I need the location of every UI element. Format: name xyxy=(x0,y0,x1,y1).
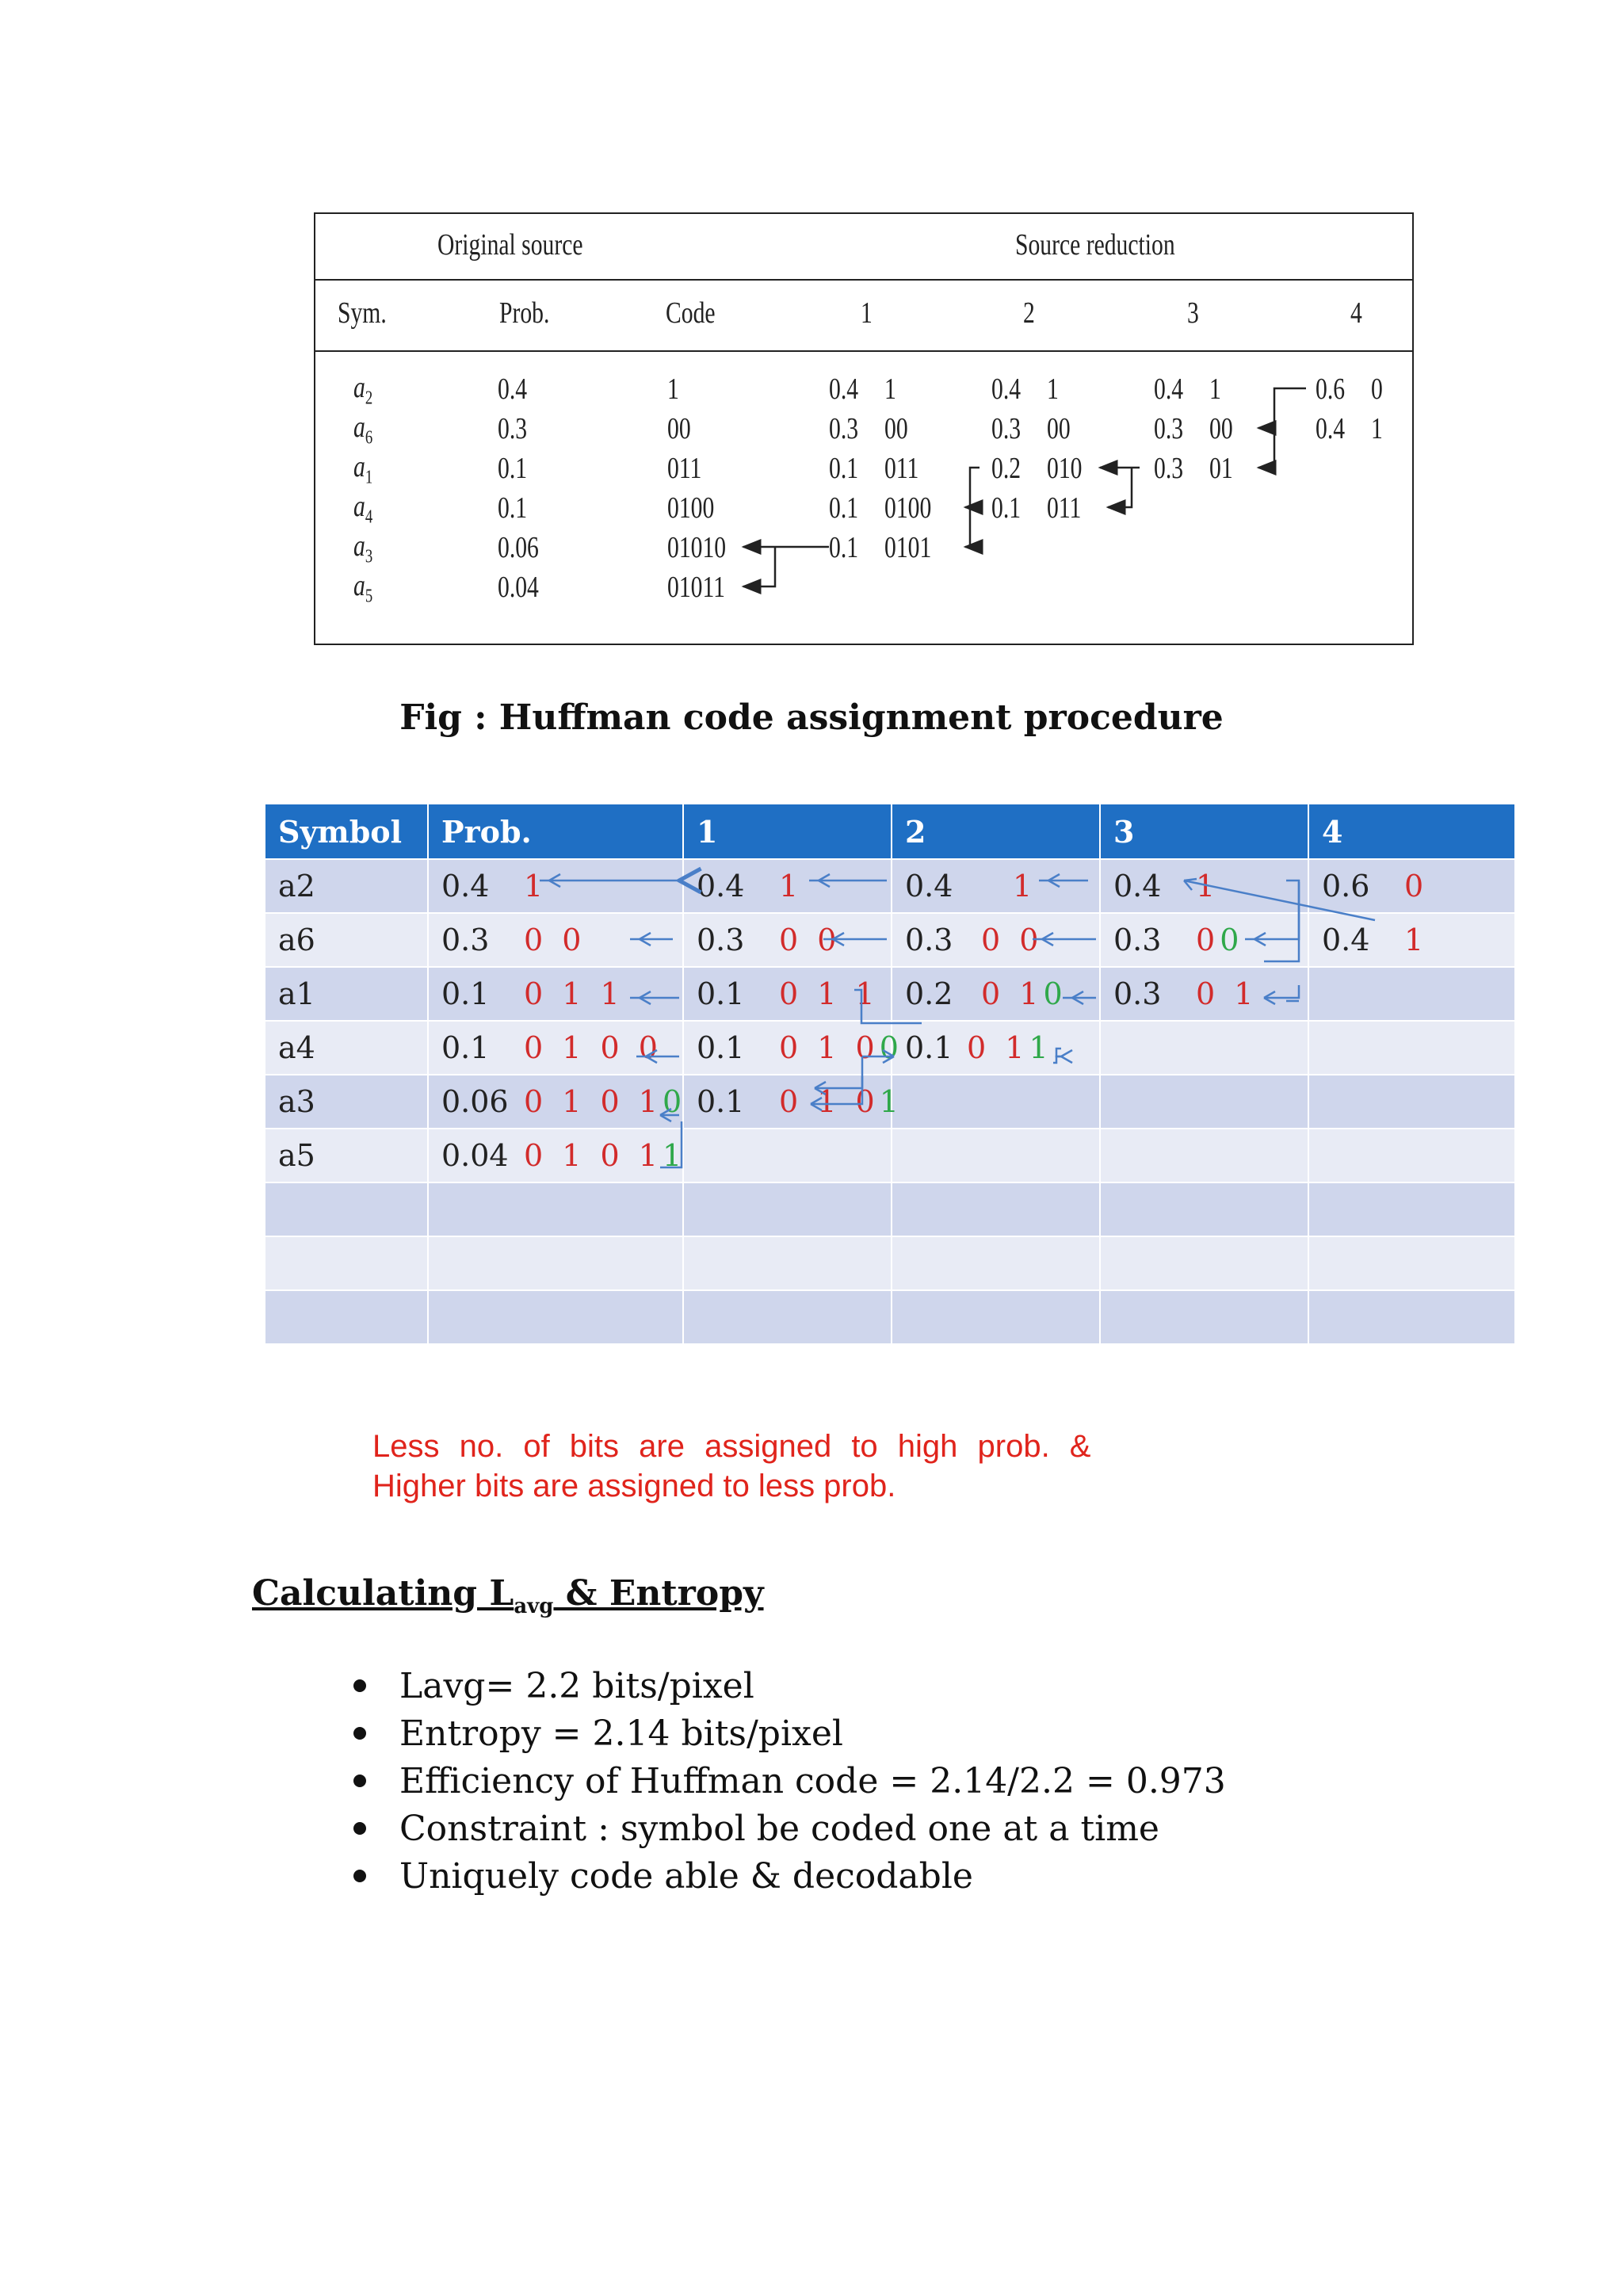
empty-cell xyxy=(428,1290,683,1344)
header-original-source: Original source xyxy=(437,228,583,262)
r2-code: 00 xyxy=(1047,412,1071,445)
bullet-list xyxy=(355,1663,1226,1901)
huffman-figure-table xyxy=(264,803,1514,1364)
r1-cell: 0.3 0 0 xyxy=(683,913,892,967)
r4-cell: 0.4 1 xyxy=(1308,913,1515,967)
sym-cell: a4 xyxy=(265,1021,428,1075)
r3-code: 01 xyxy=(1209,452,1233,485)
r4-cell xyxy=(1308,1075,1515,1129)
r2-prob: 0.3 xyxy=(991,412,1022,445)
bullet-icon xyxy=(353,1870,366,1882)
table-row xyxy=(265,1236,1515,1290)
r1-code: 0101 xyxy=(884,531,932,564)
sym-row: $a_4$ xyxy=(353,490,373,528)
empty-cell xyxy=(1308,1290,1515,1344)
bullet-icon xyxy=(353,1727,366,1740)
table-row xyxy=(265,1290,1515,1344)
table-row xyxy=(265,967,1515,1021)
r1-code: 0100 xyxy=(884,491,932,525)
prob-cell: 0.1 0 1 0 0 xyxy=(428,1021,683,1075)
col-code: Code xyxy=(666,296,716,330)
prob-cell: 0.3 xyxy=(498,412,528,445)
list-item: Efficiency of Huffman code = 2.14/2.2 = 0.973 xyxy=(355,1758,1226,1805)
code-cell: 0100 xyxy=(667,491,715,525)
r3-cell xyxy=(1100,1075,1308,1129)
section-title: Calculating $L_{avg}$ & Entropy xyxy=(252,1573,764,1618)
code-cell: 00 xyxy=(667,412,691,445)
r1-code: 011 xyxy=(884,452,919,485)
bullet-icon xyxy=(353,1775,366,1787)
list-item: Uniquely code able & decodable xyxy=(355,1853,1226,1901)
r4-prob: 0.6 xyxy=(1316,372,1346,406)
bullet-icon xyxy=(353,1822,366,1835)
th-prob: Prob. xyxy=(428,804,683,859)
r3-prob: 0.3 xyxy=(1154,412,1184,445)
list-item: Entropy = 2.14 bits/pixel xyxy=(355,1710,1226,1758)
r4-cell xyxy=(1308,1021,1515,1075)
table-row xyxy=(265,1021,1515,1075)
sym-row: $a_1$ xyxy=(353,450,373,488)
red-note xyxy=(372,1427,1091,1506)
table-header-row xyxy=(265,804,1515,859)
r2-prob: 0.4 xyxy=(991,372,1022,406)
huffman-table xyxy=(264,803,1516,1345)
r1-prob: 0.4 xyxy=(829,372,859,406)
table-row xyxy=(265,1182,1515,1236)
r1-cell: 0.1 0 1 00 xyxy=(683,1021,892,1075)
empty-cell xyxy=(1308,1236,1515,1290)
r2-cell: 0.2 0 10 xyxy=(892,967,1100,1021)
empty-cell xyxy=(892,1290,1100,1344)
r3-cell: 0.3 00 xyxy=(1100,913,1308,967)
table-row xyxy=(265,913,1515,967)
empty-cell xyxy=(1100,1182,1308,1236)
r1-cell: 0.1 0 1 01 xyxy=(683,1075,892,1129)
prob-cell: 0.04 xyxy=(498,571,539,604)
r2-prob: 0.1 xyxy=(991,491,1022,525)
r1-cell xyxy=(683,1129,892,1182)
r3-prob: 0.4 xyxy=(1154,372,1184,406)
r3-code: 00 xyxy=(1209,412,1233,445)
prob-cell: 0.4 xyxy=(498,372,528,406)
prob-cell: 0.4 1 xyxy=(428,859,683,913)
code-cell: 1 xyxy=(667,372,679,406)
r3-cell xyxy=(1100,1129,1308,1182)
r3-cell xyxy=(1100,1021,1308,1075)
sym-row: $a_2$ xyxy=(353,371,373,409)
r2-code: 1 xyxy=(1047,372,1059,406)
r1-prob: 0.3 xyxy=(829,412,859,445)
table-row xyxy=(265,859,1515,913)
col-prob: Prob. xyxy=(499,296,550,330)
col-reduction-4: 4 xyxy=(1350,296,1362,330)
prob-cell: 0.06 xyxy=(498,531,539,564)
r2-code: 010 xyxy=(1047,452,1083,485)
sym-cell: a6 xyxy=(265,913,428,967)
empty-cell xyxy=(683,1236,892,1290)
figure-caption: Fig : Huffman code assignment procedure xyxy=(399,697,1224,738)
r2-cell xyxy=(892,1075,1100,1129)
empty-cell xyxy=(683,1182,892,1236)
r2-code: 011 xyxy=(1047,491,1082,525)
r1-code: 1 xyxy=(884,372,896,406)
th-r2: 2 xyxy=(892,804,1100,859)
col-sym: Sym. xyxy=(338,296,387,330)
note-line-1: Less no. of bits are assigned to high prob. & xyxy=(372,1429,1091,1464)
header-source-reduction: Source reduction xyxy=(1015,228,1175,262)
r3-code: 1 xyxy=(1209,372,1221,406)
sym-cell: a1 xyxy=(265,967,428,1021)
sym-row: $a_3$ xyxy=(353,529,373,567)
r2-cell: 0.3 0 0 xyxy=(892,913,1100,967)
empty-cell xyxy=(1100,1290,1308,1344)
r1-prob: 0.1 xyxy=(829,531,859,564)
r4-cell xyxy=(1308,967,1515,1021)
empty-cell xyxy=(1100,1236,1308,1290)
empty-cell xyxy=(892,1182,1100,1236)
r4-code: 0 xyxy=(1371,372,1383,406)
sym-row: $a_5$ xyxy=(353,569,373,607)
table-row xyxy=(265,1129,1515,1182)
sym-row: $a_6$ xyxy=(353,411,373,449)
empty-cell xyxy=(892,1236,1100,1290)
code-cell: 011 xyxy=(667,452,702,485)
prob-cell: 0.04 0 1 0 11 xyxy=(428,1129,683,1182)
list-item: Lavg= 2.2 bits/pixel xyxy=(355,1663,1226,1710)
r3-cell: 0.3 0 1 xyxy=(1100,967,1308,1021)
empty-cell xyxy=(428,1236,683,1290)
code-cell: 01011 xyxy=(667,571,726,604)
prob-cell: 0.1 xyxy=(498,491,528,525)
r3-prob: 0.3 xyxy=(1154,452,1184,485)
r2-cell: 0.4 1 xyxy=(892,859,1100,913)
sym-cell: a2 xyxy=(265,859,428,913)
sym-cell: a3 xyxy=(265,1075,428,1129)
bullet-icon xyxy=(353,1679,366,1692)
empty-cell xyxy=(428,1182,683,1236)
empty-cell xyxy=(265,1290,428,1344)
r4-cell: 0.6 0 xyxy=(1308,859,1515,913)
prob-cell: 0.3 0 0 xyxy=(428,913,683,967)
r1-cell: 0.1 0 1 1 xyxy=(683,967,892,1021)
list-item: Constraint : symbol be coded one at a time xyxy=(355,1805,1226,1853)
r2-prob: 0.2 xyxy=(991,452,1022,485)
empty-cell xyxy=(265,1182,428,1236)
th-symbol: Symbol xyxy=(265,804,428,859)
r2-cell: 0.1 0 11 xyxy=(892,1021,1100,1075)
r4-code: 1 xyxy=(1371,412,1383,445)
th-r4: 4 xyxy=(1308,804,1515,859)
col-reduction-2: 2 xyxy=(1023,296,1035,330)
r1-prob: 0.1 xyxy=(829,452,859,485)
r1-prob: 0.1 xyxy=(829,491,859,525)
empty-cell xyxy=(1308,1182,1515,1236)
r1-cell: 0.4 1 xyxy=(683,859,892,913)
empty-cell xyxy=(683,1290,892,1344)
col-reduction-3: 3 xyxy=(1187,296,1199,330)
r4-prob: 0.4 xyxy=(1316,412,1346,445)
prob-cell: 0.06 0 1 0 10 xyxy=(428,1075,683,1129)
r4-cell xyxy=(1308,1129,1515,1182)
table-row xyxy=(265,1075,1515,1129)
note-line-2: Higher bits are assigned to less prob. xyxy=(372,1469,896,1503)
r3-cell: 0.4 1 xyxy=(1100,859,1308,913)
prob-cell: 0.1 xyxy=(498,452,528,485)
th-r1: 1 xyxy=(683,804,892,859)
col-reduction-1: 1 xyxy=(861,296,873,330)
reduction-connectors xyxy=(315,214,1415,647)
r2-cell xyxy=(892,1129,1100,1182)
th-r3: 3 xyxy=(1100,804,1308,859)
r1-code: 00 xyxy=(884,412,908,445)
empty-cell xyxy=(265,1236,428,1290)
sym-cell: a5 xyxy=(265,1129,428,1182)
prob-cell: 0.1 0 1 1 xyxy=(428,967,683,1021)
code-cell: 01010 xyxy=(667,531,727,564)
huffman-figure-lineart xyxy=(314,212,1414,645)
